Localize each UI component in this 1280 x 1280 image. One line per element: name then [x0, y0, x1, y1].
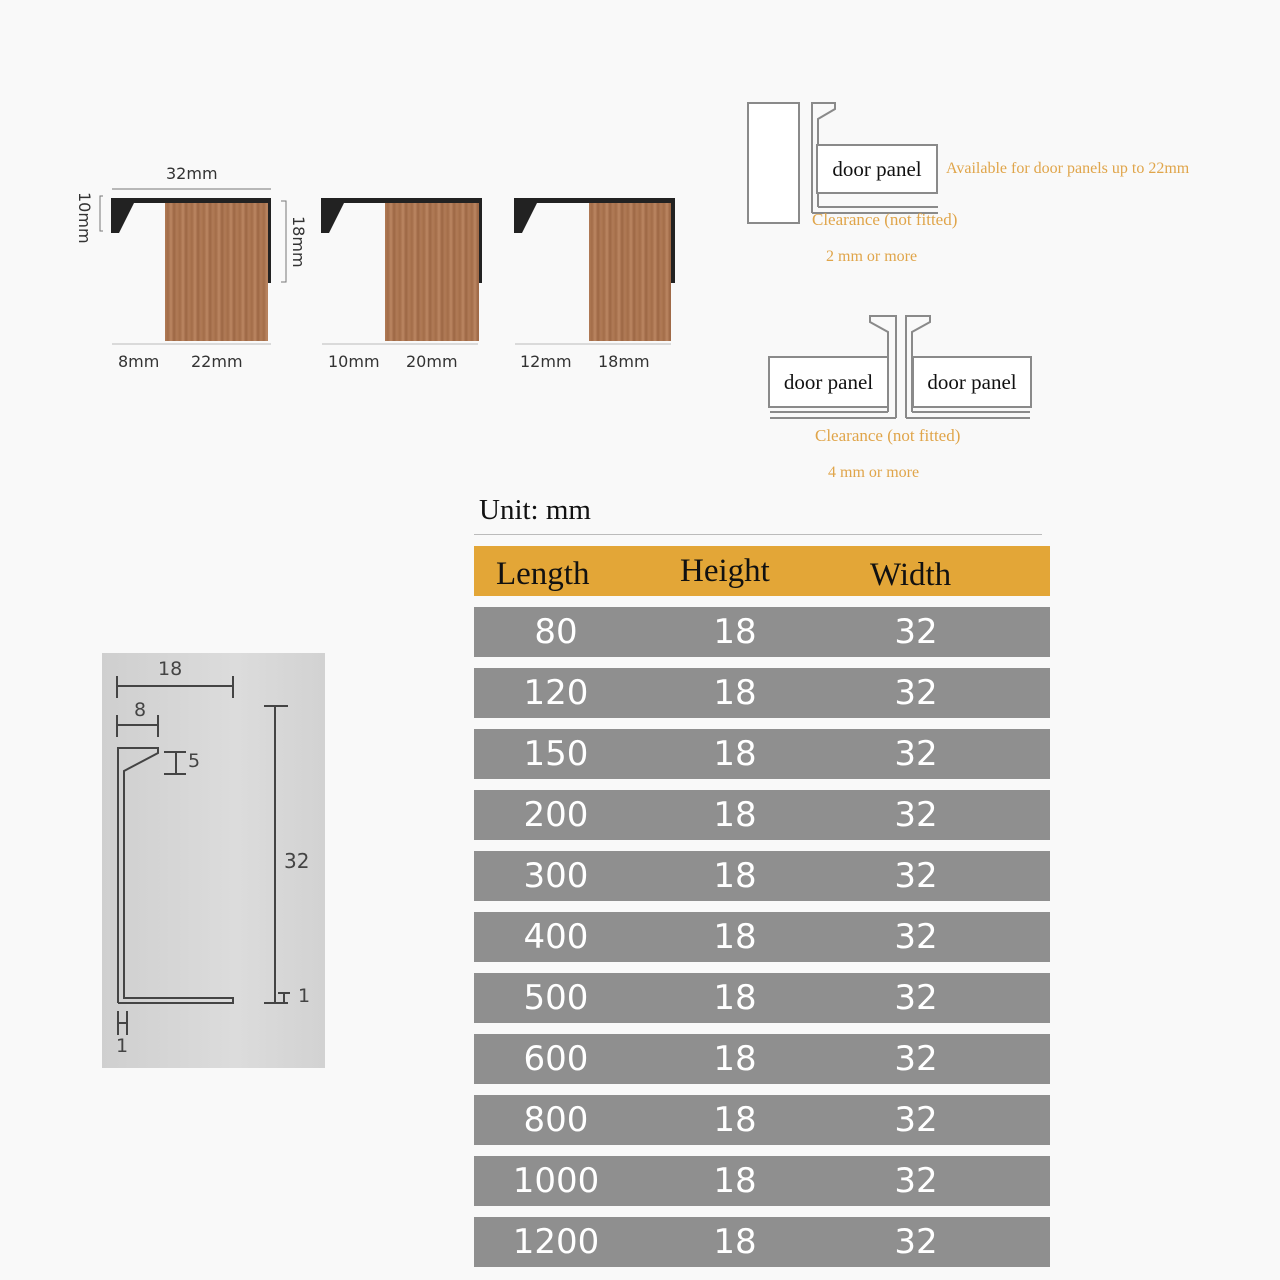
wood-panel-3 [589, 203, 671, 341]
dim-section-32: 32 [284, 849, 310, 873]
dim-lip-width-3: 12mm [520, 352, 572, 371]
cell-length: 400 [523, 917, 589, 957]
cell-length: 1000 [512, 1161, 600, 1201]
table-row [474, 1156, 1050, 1206]
table-row [474, 851, 1050, 901]
clearance-value-double: 4 mm or more [828, 464, 920, 481]
cell-width: 32 [894, 917, 938, 957]
dim-panel-width-3: 18mm [598, 352, 650, 371]
table-row [474, 790, 1050, 840]
cell-height: 18 [713, 1039, 757, 1079]
table-row [474, 607, 1050, 657]
table-row [474, 912, 1050, 962]
availability-note: Available for door panels up to 22mm [946, 160, 1190, 177]
table-header [474, 546, 1050, 596]
cell-height: 18 [713, 1100, 757, 1140]
dim-section-8: 8 [134, 699, 147, 721]
dim-18mm: 18mm [289, 216, 308, 268]
cell-height: 18 [713, 612, 757, 652]
cell-width: 32 [894, 978, 938, 1018]
dim-panel-width-2: 20mm [406, 352, 458, 371]
table-row [474, 668, 1050, 718]
dim-section-1-bottom: 1 [116, 1035, 129, 1057]
dim-section-18: 18 [158, 658, 183, 680]
dim-lip-width-1: 8mm [118, 352, 160, 371]
cell-length: 500 [523, 978, 589, 1018]
cell-height: 18 [713, 978, 757, 1018]
cell-width: 32 [894, 734, 938, 774]
cell-width: 32 [894, 673, 938, 713]
cell-width: 32 [894, 1039, 938, 1079]
cell-length: 200 [523, 795, 589, 835]
table-row [474, 729, 1050, 779]
table-row [474, 973, 1050, 1023]
clearance-label-single: Clearance (not fitted) [812, 210, 958, 229]
cross-section-panel [102, 653, 325, 1068]
cell-height: 18 [713, 734, 757, 774]
door-panel-right: door panel [912, 356, 1032, 408]
dim-lip-width-2: 10mm [328, 352, 380, 371]
dim-section-5: 5 [188, 750, 201, 772]
cell-height: 18 [713, 1161, 757, 1201]
cell-length: 600 [523, 1039, 589, 1079]
header-width: Width [870, 557, 952, 593]
cell-height: 18 [713, 1222, 757, 1262]
door-panel-left: door panel [768, 356, 889, 408]
cell-length: 120 [523, 673, 589, 713]
cell-length: 1200 [512, 1222, 600, 1262]
cell-length: 150 [523, 734, 589, 774]
cell-width: 32 [894, 612, 938, 652]
dim-32mm: 32mm [166, 164, 218, 183]
dim-panel-width-1: 22mm [191, 352, 243, 371]
cell-height: 18 [713, 795, 757, 835]
wood-panel-1 [165, 203, 268, 341]
header-length: Length [496, 556, 590, 592]
unit-divider [474, 534, 1042, 535]
cell-height: 18 [713, 917, 757, 957]
wood-panel-2 [385, 203, 479, 341]
cell-width: 32 [894, 856, 938, 896]
cell-height: 18 [713, 673, 757, 713]
cell-width: 32 [894, 1100, 938, 1140]
clearance-label-double: Clearance (not fitted) [815, 426, 961, 445]
door-panel-single: door panel [816, 144, 938, 194]
dim-10mm: 10mm [75, 192, 94, 244]
cell-height: 18 [713, 856, 757, 896]
cell-length: 800 [523, 1100, 589, 1140]
header-height: Height [680, 553, 770, 589]
dim-section-1-right: 1 [298, 985, 311, 1007]
cell-width: 32 [894, 1161, 938, 1201]
unit-label: Unit: mm [479, 494, 591, 526]
table-row [474, 1034, 1050, 1084]
cell-width: 32 [894, 1222, 938, 1262]
clearance-value-single: 2 mm or more [826, 248, 918, 265]
table-row [474, 1095, 1050, 1145]
table-row [474, 1217, 1050, 1267]
cell-width: 32 [894, 795, 938, 835]
cell-length: 80 [534, 612, 578, 652]
cell-length: 300 [523, 856, 589, 896]
